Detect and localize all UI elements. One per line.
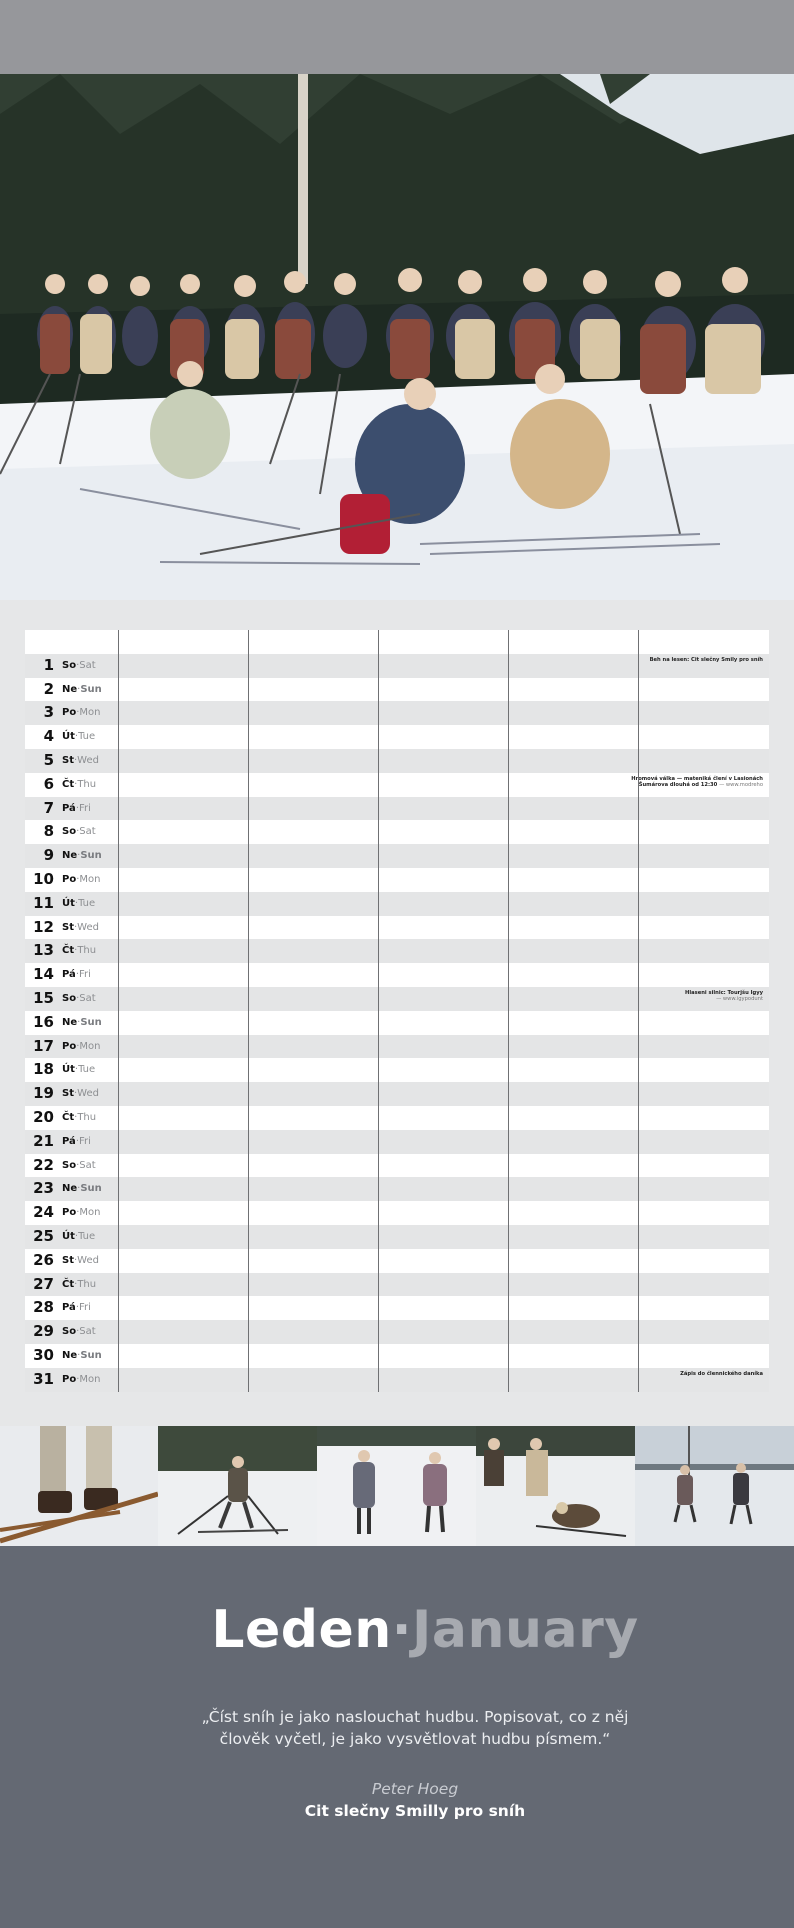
column-divider [248, 630, 249, 1392]
main-photo-skiers [0, 74, 794, 600]
calendar-row-22[interactable] [25, 1154, 769, 1178]
calendar-row-28[interactable] [25, 1296, 769, 1320]
calendar-row-10[interactable] [25, 868, 769, 892]
day-name: St·Wed [62, 754, 99, 766]
day-name: So·Sat [62, 992, 96, 1004]
footer-panel [0, 1546, 794, 1928]
day-number: 7 [43, 798, 54, 817]
day-number: 26 [33, 1250, 54, 1269]
day-number: 28 [33, 1298, 54, 1317]
day-name: Ne·Sun [62, 1183, 102, 1195]
day-name: Čt·Thu [62, 945, 97, 957]
day-number: 12 [33, 917, 54, 936]
day-name: Čt·Thu [62, 1111, 97, 1123]
day-name: Pá·Fri [62, 1135, 91, 1147]
day-number: 18 [33, 1060, 54, 1079]
day-name: Ne·Sun [62, 1349, 102, 1361]
day-name: Út·Tue [62, 897, 96, 909]
calendar-row-1[interactable] [25, 654, 769, 678]
calendar-header-row [25, 630, 769, 654]
day-name: Út·Tue [62, 731, 96, 743]
column-divider [118, 630, 119, 1392]
day-number: 1 [43, 655, 54, 674]
note-day-15: Hlaseni silnic: Tourjšu Igyy — www.igypodunt [684, 989, 763, 1002]
calendar-row-20[interactable] [25, 1106, 769, 1130]
top-band [0, 0, 794, 74]
calendar-row-3[interactable] [25, 701, 769, 725]
day-name: Pá·Fri [62, 1302, 91, 1314]
calendar-row-29[interactable] [25, 1320, 769, 1344]
day-name: Út·Tue [62, 1064, 96, 1076]
calendar-row-23[interactable] [25, 1177, 769, 1201]
day-name: Pá·Fri [62, 802, 91, 814]
calendar-row-9[interactable] [25, 844, 769, 868]
day-number: 30 [33, 1345, 54, 1364]
day-name: Čt·Thu [62, 1278, 97, 1290]
day-name: Po·Mon [62, 1373, 101, 1385]
day-name: Ne·Sun [62, 683, 102, 695]
note-day-6: Hromová válka — mateniká člení v Lasionách Šumárova dlouhá od 12:30 — www.modreho [631, 775, 763, 788]
day-name: Po·Mon [62, 873, 101, 885]
day-number: 5 [43, 750, 54, 769]
column-divider [508, 630, 509, 1392]
strip-photo-fallen-skier [476, 1426, 635, 1546]
calendar-row-27[interactable] [25, 1273, 769, 1297]
quote-author: Peter Hoeg [371, 1780, 459, 1798]
day-number: 4 [43, 727, 54, 746]
day-number: 19 [33, 1084, 54, 1103]
strip-photo-skier [158, 1426, 317, 1546]
calendar-row-16[interactable] [25, 1011, 769, 1035]
day-name: So·Sat [62, 1326, 96, 1338]
strip-photo-distant-skiers [635, 1426, 794, 1546]
calendar-row-7[interactable] [25, 797, 769, 821]
day-number: 20 [33, 1107, 54, 1126]
day-name: St·Wed [62, 1088, 99, 1100]
calendar-row-21[interactable] [25, 1130, 769, 1154]
calendar-grid [25, 630, 769, 1392]
calendar-row-13[interactable] [25, 939, 769, 963]
day-number: 27 [33, 1274, 54, 1293]
day-number: 24 [33, 1203, 54, 1222]
day-number: 6 [43, 774, 54, 793]
quote-book-title: Cit slečny Smilly pro sníh [304, 1802, 526, 1820]
day-number: 14 [33, 965, 54, 984]
day-name: So·Sat [62, 659, 96, 671]
day-name: Po·Mon [62, 1207, 101, 1219]
calendar-row-11[interactable] [25, 892, 769, 916]
day-number: 21 [33, 1131, 54, 1150]
day-name: St·Wed [62, 1254, 99, 1266]
strip-photo-two-skiers [317, 1426, 476, 1546]
day-number: 2 [43, 679, 54, 698]
day-name: Po·Mon [62, 1040, 101, 1052]
note-day-1: Beh na lesen: Cit slečny Smily pro sníh [649, 656, 763, 663]
day-name: Ne·Sun [62, 850, 102, 862]
day-number: 3 [43, 703, 54, 722]
calendar-row-14[interactable] [25, 963, 769, 987]
day-number: 9 [43, 846, 54, 865]
day-name: Pá·Fri [62, 969, 91, 981]
calendar-row-8[interactable] [25, 820, 769, 844]
month-title: Leden·January [211, 1600, 639, 1660]
photo-strip [0, 1426, 794, 1546]
day-number: 10 [33, 869, 54, 888]
day-number: 17 [33, 1036, 54, 1055]
calendar-row-17[interactable] [25, 1035, 769, 1059]
note-day-31: Zápis do člennického daníka [680, 1370, 763, 1377]
day-name: So·Sat [62, 826, 96, 838]
day-name: So·Sat [62, 1159, 96, 1171]
calendar-row-26[interactable] [25, 1249, 769, 1273]
day-name: Út·Tue [62, 1230, 96, 1242]
strip-photo-skis [0, 1426, 158, 1546]
day-number: 16 [33, 1012, 54, 1031]
day-number: 29 [33, 1322, 54, 1341]
calendar-row-6[interactable] [25, 773, 769, 797]
calendar-row-15[interactable] [25, 987, 769, 1011]
calendar-row-24[interactable] [25, 1201, 769, 1225]
calendar-row-2[interactable] [25, 678, 769, 702]
day-name: Čt·Thu [62, 778, 97, 790]
calendar-row-19[interactable] [25, 1082, 769, 1106]
calendar-row-25[interactable] [25, 1225, 769, 1249]
calendar-row-30[interactable] [25, 1344, 769, 1368]
day-number: 15 [33, 988, 54, 1007]
column-divider [378, 630, 379, 1392]
calendar-row-18[interactable] [25, 1058, 769, 1082]
day-number: 22 [33, 1155, 54, 1174]
day-number: 11 [33, 893, 54, 912]
calendar-row-4[interactable] [25, 725, 769, 749]
day-name: Ne·Sun [62, 1016, 102, 1028]
day-number: 25 [33, 1226, 54, 1245]
day-number: 13 [33, 941, 54, 960]
day-number: 31 [33, 1369, 54, 1388]
calendar-row-31[interactable] [25, 1368, 769, 1392]
day-name: Po·Mon [62, 707, 101, 719]
calendar-row-5[interactable] [25, 749, 769, 773]
column-divider [638, 630, 639, 1392]
day-number: 23 [33, 1179, 54, 1198]
calendar-row-12[interactable] [25, 916, 769, 940]
quote-text: „Číst sníh je jako naslouchat hudbu. Popisovat, co z něj člověk vyčetl, je jako vysvětlovat hudbu písmem.“ [201, 1708, 629, 1748]
day-name: St·Wed [62, 921, 99, 933]
day-number: 8 [43, 822, 54, 841]
